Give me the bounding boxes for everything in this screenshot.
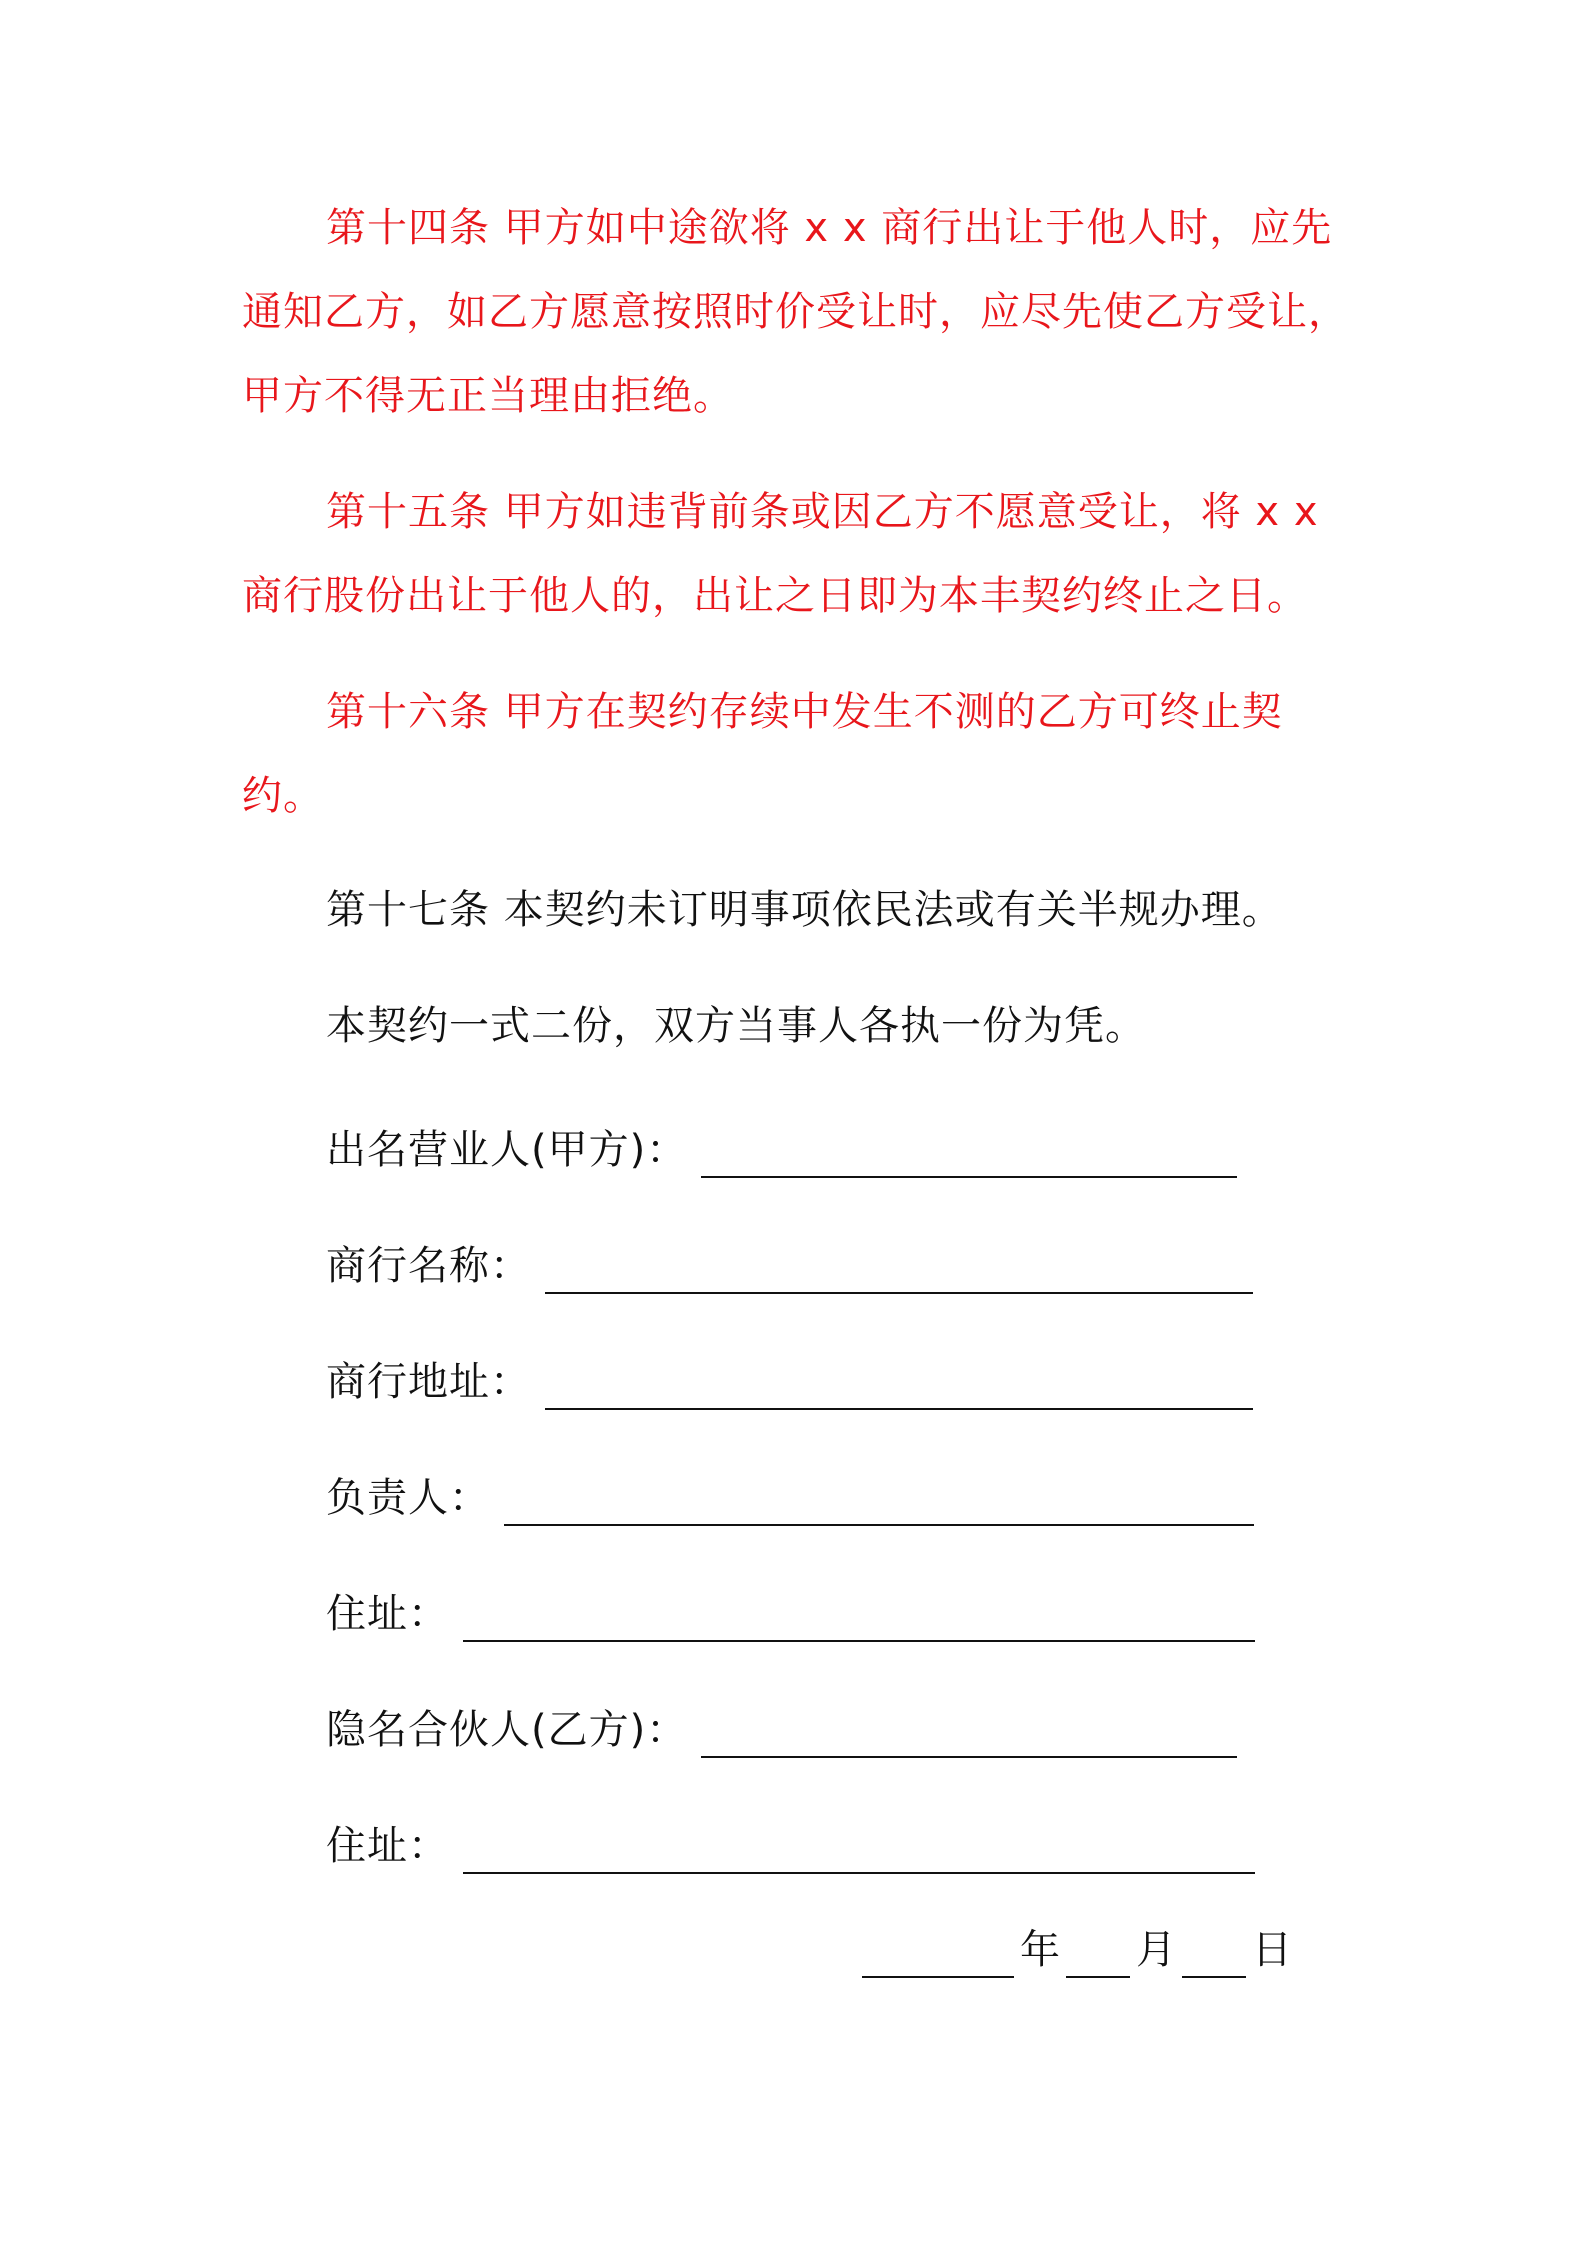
party-b-blank[interactable] xyxy=(701,1710,1237,1758)
signature-address-a xyxy=(326,1582,1255,1642)
article-16 xyxy=(242,670,1352,838)
day-blank[interactable] xyxy=(1182,1930,1246,1978)
article-14 xyxy=(242,186,1352,438)
shop-name-blank[interactable] xyxy=(545,1246,1253,1294)
day-label: 日 xyxy=(1252,1927,1292,1973)
signature-shop-name xyxy=(326,1234,1253,1294)
month-label: 月 xyxy=(1136,1927,1176,1973)
signature-address-b xyxy=(326,1814,1255,1874)
copies-clause-text: 本契约一式二份，双方当事人各执一份为凭。 xyxy=(326,1003,1146,1049)
article-16-text: 第十六条 甲方在契约存续中发生不测的乙方可终止契约。 xyxy=(242,689,1283,819)
address-a-label: 住址： xyxy=(326,1591,449,1637)
shop-address-blank[interactable] xyxy=(545,1362,1253,1410)
party-a-blank[interactable] xyxy=(701,1130,1237,1178)
article-17-text: 第十七条 本契约未订明事项依民法或有关半规办理。 xyxy=(326,887,1283,933)
responsible-label: 负责人： xyxy=(326,1475,490,1521)
party-a-label: 出名营业人(甲方)： xyxy=(326,1127,688,1173)
address-b-blank[interactable] xyxy=(463,1826,1255,1874)
article-14-text: 第十四条 甲方如中途欲将 x x 商行出让于他人时，应先通知乙方，如乙方愿意按照时价受让时，应尽先使乙方受让，甲方不得无正当理由拒绝。 xyxy=(242,205,1349,419)
address-a-blank[interactable] xyxy=(463,1594,1255,1642)
signature-party-a xyxy=(326,1118,1237,1178)
month-blank[interactable] xyxy=(1066,1930,1130,1978)
article-15 xyxy=(242,470,1352,638)
article-15-text: 第十五条 甲方如违背前条或因乙方不愿意受让，将 x x 商行股份出让于他人的，出让之日即为本丰契约终止之日。 xyxy=(242,489,1319,619)
party-b-label: 隐名合伙人(乙方)： xyxy=(326,1707,688,1753)
signature-party-b xyxy=(326,1698,1237,1758)
shop-name-label: 商行名称： xyxy=(326,1243,531,1289)
date-line xyxy=(862,1918,1298,1978)
responsible-blank[interactable] xyxy=(504,1478,1254,1526)
signature-responsible xyxy=(326,1466,1254,1526)
year-blank[interactable] xyxy=(862,1930,1014,1978)
year-label: 年 xyxy=(1020,1927,1060,1973)
shop-address-label: 商行地址： xyxy=(326,1359,531,1405)
article-17 xyxy=(242,868,1352,952)
address-b-label: 住址： xyxy=(326,1823,449,1869)
copies-clause xyxy=(242,984,1352,1068)
signature-shop-address xyxy=(326,1350,1253,1410)
